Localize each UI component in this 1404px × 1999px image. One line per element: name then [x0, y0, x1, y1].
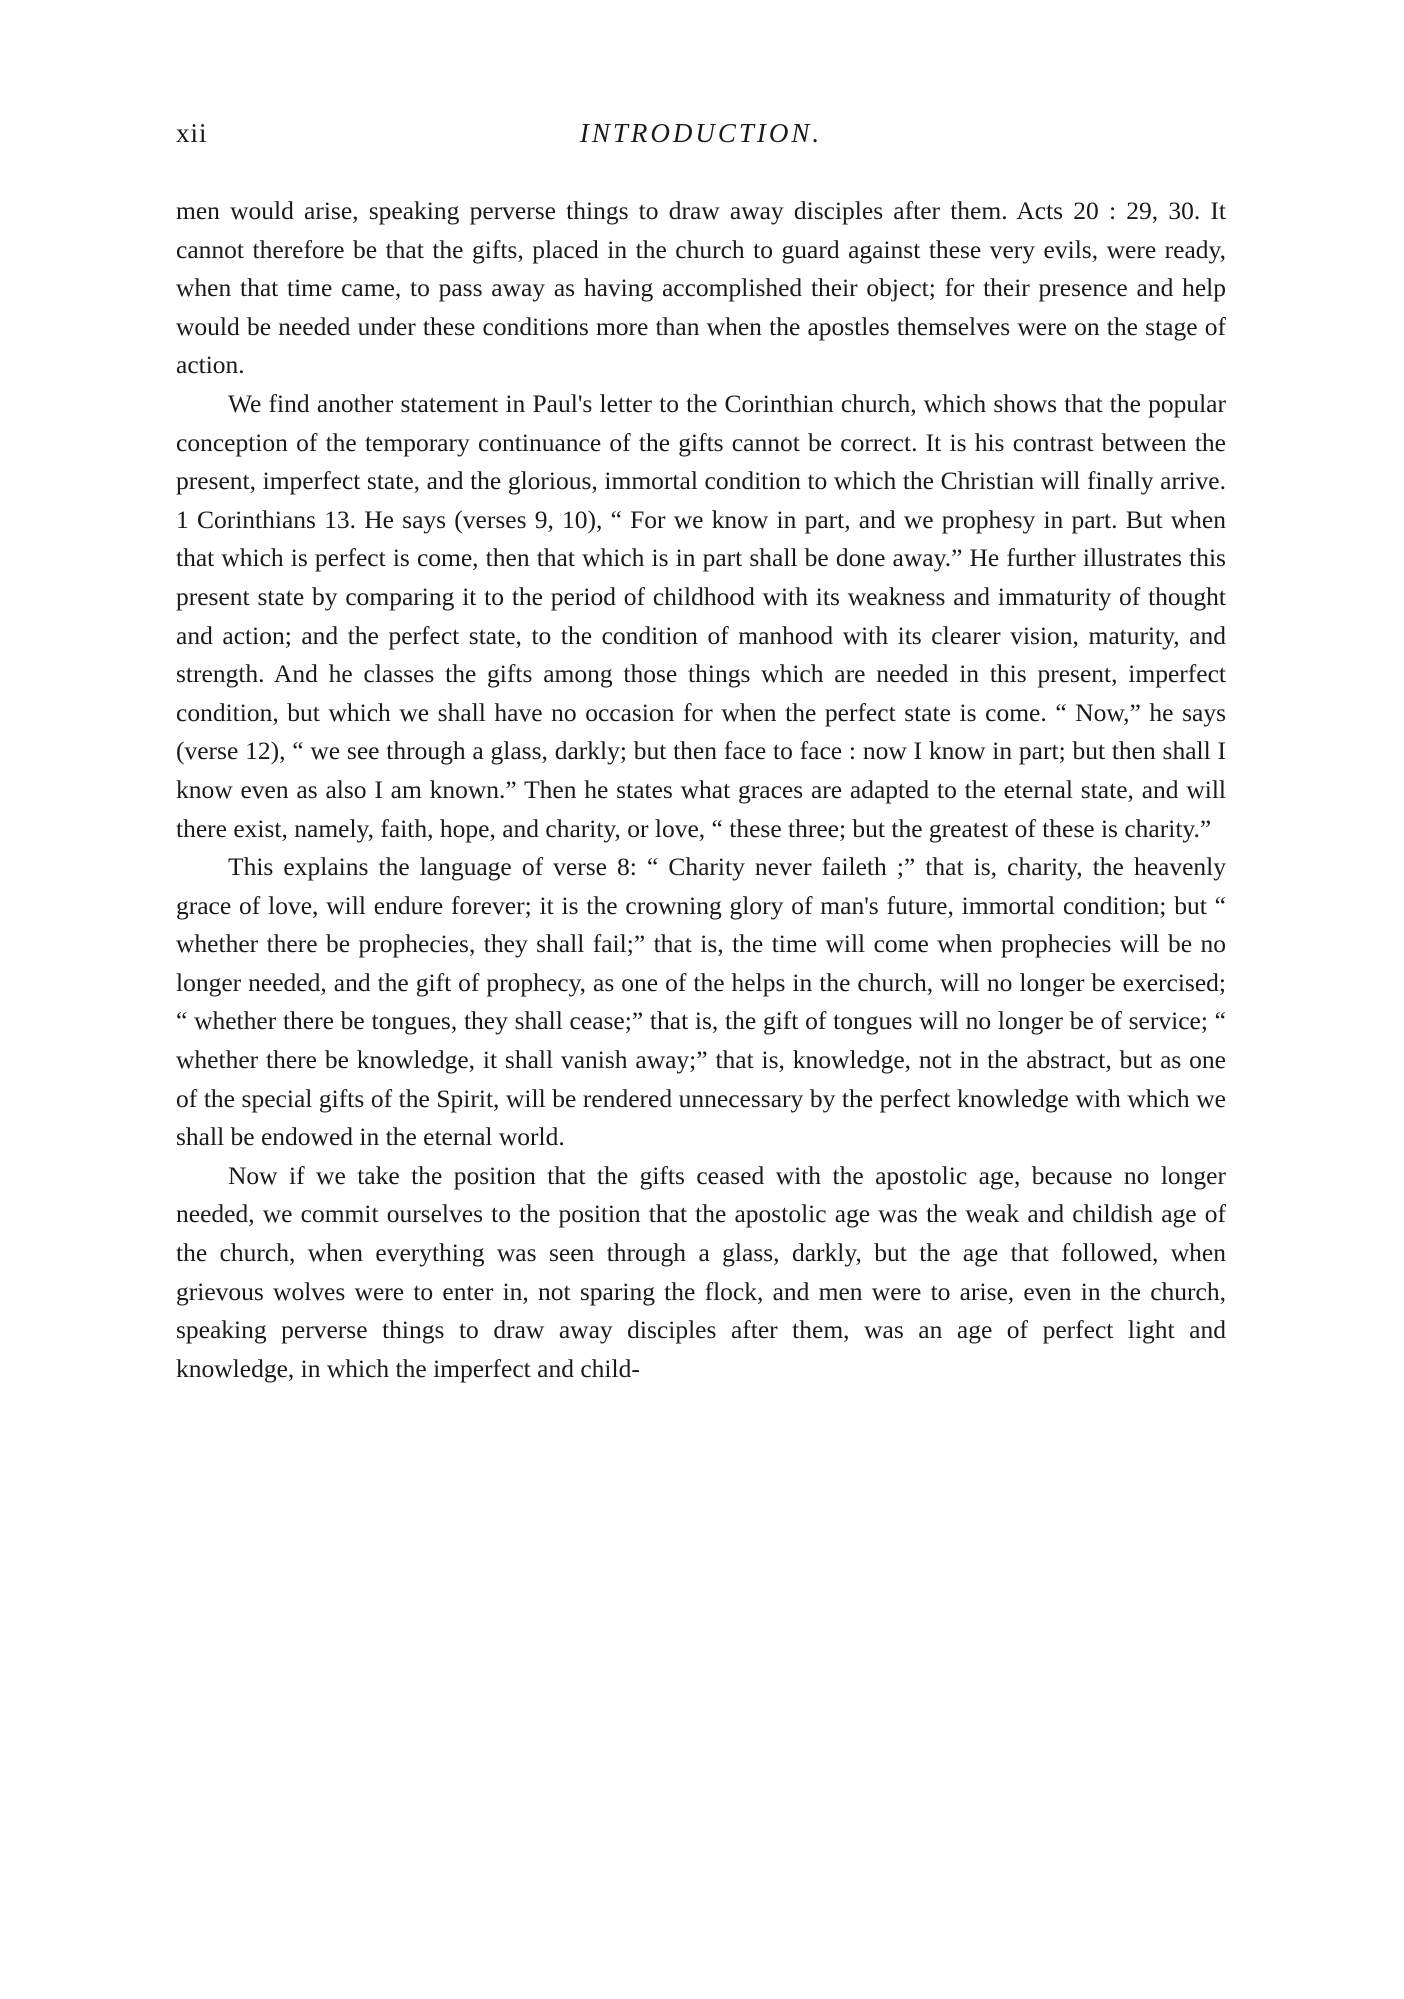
paragraph: men would arise, speaking perverse things to draw away disciples after them. Acts 20 : 29, 30. It cannot therefore be that the gifts, placed in the church to guard against these very evils, were ready, when that time came, to pass away as having accomplished their object; for their presence and help would be needed under these conditions more than when the apostles themselves were on the stage of action.: [176, 196, 1226, 380]
paragraph: This explains the language of verse 8: “ Charity never faileth ;” that is, charity, the heavenly grace of love, will endure forever; it is the crowning glory of man's future, immortal condition; but “ whether there be prophecies, they shall fail;” that is, the time will come when prophecies will be no longer needed, and the gift of prophecy, as one of the helps in the church, will no longer be exercised; “ whether there be tongues, they shall cease;” that is, the gift of tongues will no longer be of service; “ whether there be knowledge, it shall vanish away;” that is, knowledge, not in the abstract, but as one of the special gifts of the Spirit, will be rendered unnecessary by the perfect knowledge with which we shall be endowed in the eternal world.: [176, 852, 1226, 1152]
running-head: INTRODUCTION.: [579, 118, 823, 148]
body-text: [176, 192, 1226, 1388]
page-header: [176, 118, 1226, 158]
paragraph: Now if we take the position that the gifts ceased with the apostolic age, because no longer needed, we commit ourselves to the position that the apostolic age was the weak and childish age of the church, when everything was seen through a glass, darkly, but the age that followed, when grievous wolves were to enter in, not sparing the flock, and men were to arise, even in the church, speaking perverse things to draw away disciples after them, was an age of perfect light and knowledge, in which the imperfect and child-: [176, 1160, 1226, 1383]
paragraph: We find another statement in Paul's letter to the Corinthian church, which shows that the popular conception of the temporary continuance of the gifts cannot be correct. It is his contrast between the present, imperfect state, and the glorious, immortal condition to which the Christian will finally arrive. 1 Corinthians 13. He says (verses 9, 10), “ For we know in part, and we prophesy in part. But when that which is perfect is come, then that which is in part shall be done away.” He further illustrates this present state by comparing it to the period of childhood with its weakness and immaturity of thought and action; and the perfect state, to the condition of manhood with its clearer vision, maturity, and strength. And he classes the gifts among those things which are needed in this present, imperfect condition, but which we shall have no occasion for when the perfect state is come. “ Now,” he says (verse 12), “ we see through a glass, darkly; but then face to face : now I know in part; but then shall I know even as also I am known.” Then he states what graces are adapted to the eternal state, and will there exist, namely, faith, hope, and charity, or love, “ these three; but the greatest of these is charity.”: [176, 388, 1226, 843]
page-number: xii: [176, 118, 208, 148]
